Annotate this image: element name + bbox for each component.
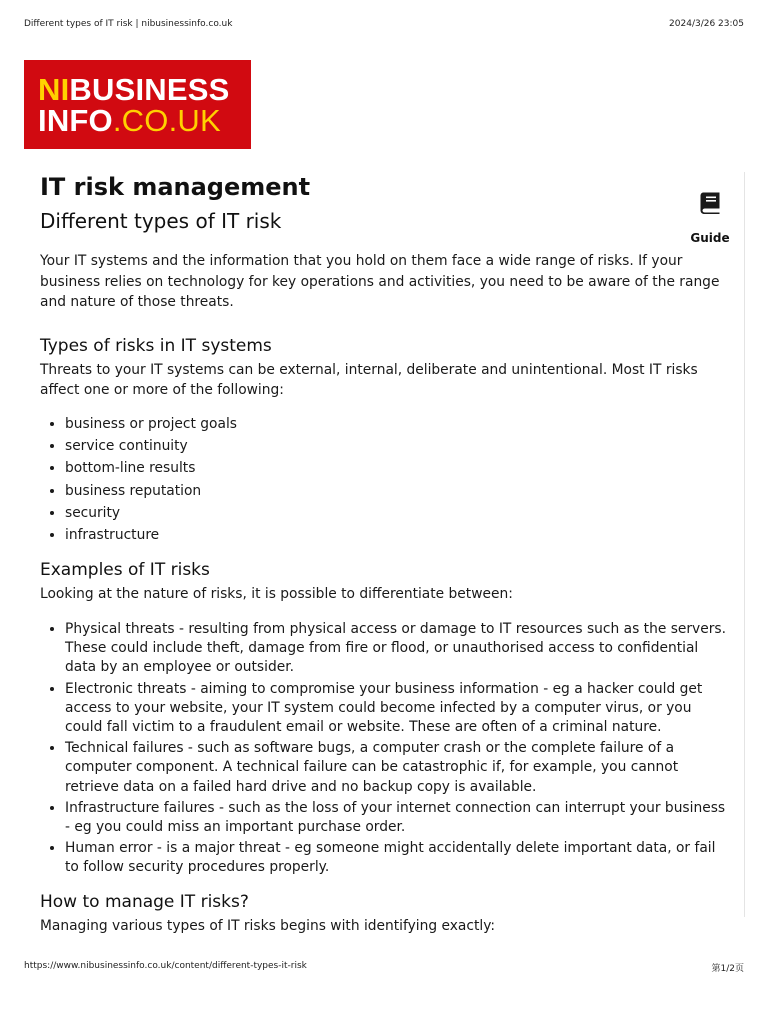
list-item: • Infrastructure failures - such as the loss of your internet connection can interrupt your business - eg you could miss an important purchase order. <box>65 799 730 837</box>
list-item: • business reputation <box>65 482 730 501</box>
page-title: IT risk management <box>40 173 311 201</box>
section-heading-types: Types of risks in IT systems <box>40 335 272 356</box>
risk-areas-list <box>40 415 730 546</box>
list-item: • Human error - is a major threat - eg someone might accidentally delete important data, or fail to follow security procedures properly. <box>65 839 730 877</box>
list-item: • business or project goals <box>65 415 730 434</box>
section-text-manage: Managing various types of IT risks begins with identifying exactly: <box>40 917 496 934</box>
print-header <box>24 19 744 29</box>
logo-line-1: NIBUSINESS <box>38 72 230 107</box>
list-item: • service continuity <box>65 437 730 456</box>
print-footer <box>24 961 744 974</box>
section-heading-examples: Examples of IT risks <box>40 560 210 581</box>
print-page-title: Different types of IT risk | nibusinessinfo.co.uk <box>24 19 233 29</box>
list-item: • security <box>65 504 730 523</box>
risk-examples-list <box>40 620 730 878</box>
article <box>40 170 730 936</box>
print-datetime: 2024/3/26 23:05 <box>669 19 744 29</box>
section-text-examples: Looking at the nature of risks, it is possible to differentiate between: <box>40 586 513 603</box>
list-item: • Technical failures - such as software bugs, a computer crash or the complete failure of a computer component. A technical failure can be catastrophic if, for example, you cannot retrieve data on a failed hard drive and no backup copy is available. <box>65 739 730 797</box>
print-page-number: 第1/2页 <box>711 964 744 974</box>
list-item: • Physical threats - resulting from physical access or damage to IT resources such as the servers. These could include theft, damage from fire or flood, or unauthorised access to confidential data by an employee or outsider. <box>65 620 730 678</box>
list-item: • bottom-line results <box>65 459 730 478</box>
print-url: https://www.nibusinessinfo.co.uk/content/different-types-it-risk <box>24 961 307 971</box>
sidebar-divider <box>744 172 745 917</box>
guide-label: Guide <box>690 231 730 245</box>
list-item: • Electronic threats - aiming to compromise your business information - eg a hacker could get access to your website, your IT system could become infected by a computer virus, or you could fall victim to a fraudulent email or website. These are often of a criminal nature. <box>65 680 730 738</box>
section-heading-manage: How to manage IT risks? <box>40 891 249 912</box>
logo-line-2: INFO.CO.UK <box>38 103 221 138</box>
list-item: • infrastructure <box>65 526 730 545</box>
intro-paragraph: Your IT systems and the information that you hold on them face a wide range of risks. If your business relies on technology for key operations and activities, you need to be aware of the range and nature of those threats. <box>40 253 720 310</box>
site-logo[interactable] <box>24 60 251 149</box>
page-subtitle: Different types of IT risk <box>40 209 282 233</box>
section-text-types: Threats to your IT systems can be external, internal, deliberate and unintentional. Most IT risks affect one or more of the following: <box>40 361 698 398</box>
